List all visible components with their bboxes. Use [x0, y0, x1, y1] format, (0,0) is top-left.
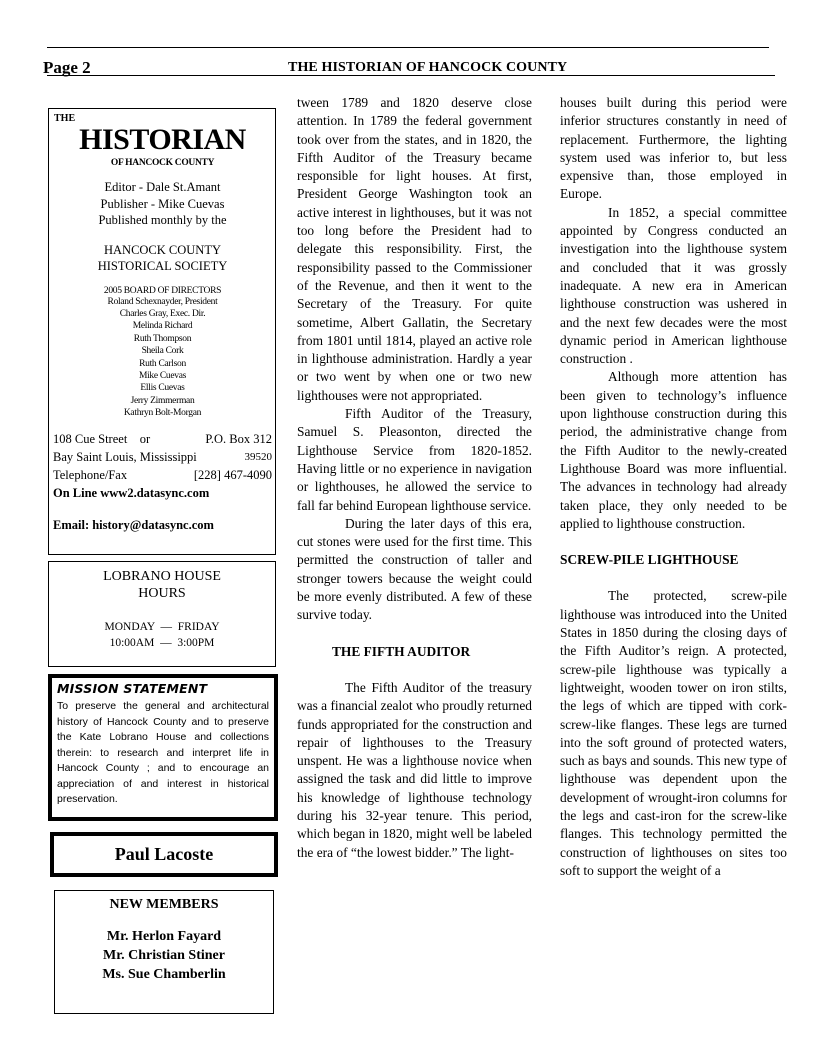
running-head: THE HISTORIAN OF HANCOCK COUNTY: [288, 60, 568, 75]
board-member: Sheila Cork: [141, 346, 184, 357]
mission-title: MISSION STATEMENT: [57, 681, 208, 696]
hours-times: 10:00AM — 3:00PM: [109, 637, 215, 649]
masthead-box: [48, 108, 276, 555]
masthead-credits: [53, 179, 272, 229]
board-list: [53, 296, 272, 420]
section-heading-screw-pile: SCREW-PILE LIGHTHOUSE: [560, 552, 739, 568]
board-member: Kathryn Bolt-Morgan: [123, 408, 202, 419]
city-row: [53, 448, 272, 466]
article-paragraph: The Fifth Auditor of the treasury was a financial zealot who proudly returned funds appropriated for the construction and repair of lighthouses to the Treasury unspent. He was a lighthouse novice when assigned the task and did little to improve his knowledge of lighthouse technology during his 32-year tenure. This period, which began in 1820, might well be labeled the era of “the lowest bidder.” The light-: [297, 679, 532, 860]
hours-title: [49, 568, 275, 602]
masthead-title: HISTORIAN: [79, 123, 246, 156]
board-member: Ruth Thompson: [133, 333, 192, 344]
email-link[interactable]: Email: history@datasync.com: [53, 517, 214, 532]
board-member: Charles Gray, Exec. Dir.: [119, 308, 206, 319]
board-member: Ellis Cuevas: [140, 383, 185, 394]
society-name: [53, 242, 272, 275]
zip: 39520: [244, 450, 272, 463]
member-name: Ms. Sue Chamberlin: [102, 967, 226, 982]
po-box: P.O. Box 312: [205, 431, 272, 446]
masthead-the: THE: [54, 113, 76, 124]
new-members-title: NEW MEMBERS: [109, 897, 219, 912]
hours-days: MONDAY — FRIDAY: [104, 621, 220, 633]
board-member: Ruth Carlson: [139, 358, 186, 369]
mission-text: To preserve the general and architectural history of Hancock County and to preserve the Kate Lobrano House and collections therein: to research and interpret life in Hancock County ; and to encourage an appreciation of and interest in historical preservation.: [57, 700, 269, 805]
contact-block: [53, 430, 272, 502]
address-row: [53, 430, 272, 448]
member-name: Mr. Christian Stiner: [103, 948, 225, 963]
new-members-box: [54, 890, 274, 1014]
hours-title-line: HOURS: [138, 586, 186, 601]
editor-line: Editor - Dale St.Amant: [104, 180, 221, 194]
board-title: 2005 BOARD OF DIRECTORS: [103, 285, 222, 296]
board-member: Jerry Zimmerman: [130, 395, 195, 406]
article-paragraph: In 1852, a special committee appointed by Congress conducted an investigation into the lighthouse system and concluded that it was grossly inadequate. A new era in American lighthouse construction was ushered in and the next few decades were the most dynamic period in American lighthouse construction .: [560, 204, 787, 367]
board-member: Roland Schexnayder, President: [107, 296, 218, 307]
phone-row: [53, 466, 272, 484]
article-paragraph: The protected, screw-pile lighthouse was introduced into the United States in 1850 during the closing days of the Fifth Auditor’s reign. A protected, screw-pile lighthouse was typically a lightweight, wooden tower on iron stilts, the legs of which are tipped with cork-screw-like flanges. These legs are turned into the soft ground of protected waters, such as bays and sounds. This new type of lighthouse was dependent upon the development of wrought-iron columns for the legs and cast-iron for the screw-like flanges. This technology permitted the construction of lighthouses on sites too soft to support the weight of a: [560, 588, 787, 878]
memoriam-box: Paul Lacoste: [50, 832, 278, 877]
article-paragraph: During the later days of this era, cut stones were used for the first time. This permitted the construction of taller and stronger towers because the weight could be more evenly distributed. A few of these survive today.: [297, 515, 532, 623]
publisher-line: Publisher - Mike Cuevas: [100, 196, 225, 211]
article-paragraph: Although more attention has been given to technology’s influence upon lighthouse construction during this period, the administrative change from the Fifth Auditor to the newly-created Lighthouse Board was more influential. The advances in technology had already taken place, they only needed to be applied to lighthouse construction.: [560, 369, 787, 531]
board-member: Mike Cuevas: [138, 370, 187, 381]
phone-label: Telephone/Fax: [53, 467, 128, 482]
article-paragraph: Fifth Auditor of the Treasury, Samuel S. Pleasonton, directed the Lighthouse Service from 1820-1852. Having little or no experience in navigation or lighthouses, he allowed the service to fall far behind European lighthouse service.: [297, 406, 532, 513]
board-member: Melinda Richard: [132, 321, 193, 332]
page-number: Page 2: [43, 58, 91, 77]
article-column-1: [297, 94, 532, 862]
top-rule: [47, 47, 769, 48]
hours-title-line: LOBRANO HOUSE: [103, 569, 221, 584]
section-heading-fifth-auditor: THE FIFTH AUDITOR: [332, 643, 471, 659]
hours-schedule: [49, 619, 275, 651]
article-paragraph: tween 1789 and 1820 deserve close attention. In 1789 the federal government took over from the states, and in 1820, the Fifth Auditor of the Treasury became responsible for light houses. At first, President George Washington took an active interest in lighthouses, but it was not too long before the President had to delegate this responsibility. First, the responsibility passed to the Commissioner of the Revenue, and then it went to the Secretary of the Treasury. For quite sometime, Albert Gallatin, the Secretary from 1801 until 1814, played an active role in lighthouse administration. Hardly a year or two went by when one or two new lighthouses were not appropriated.: [297, 95, 532, 403]
new-members-list: [55, 927, 273, 984]
article-paragraph: houses built during this period were inferior structures constantly in need of replacement. Furthermore, the lighting system used was inferior to, but less expensive than, those employed in Europe.: [560, 95, 787, 202]
city: Bay Saint Louis, Mississippi: [53, 449, 197, 464]
published-by-line: Published monthly by the: [98, 213, 227, 227]
member-name: Mr. Herlon Fayard: [106, 929, 222, 944]
phone-number: [228] 467-4090: [193, 467, 272, 482]
online-link[interactable]: On Line www2.datasync.com: [53, 485, 210, 500]
hours-box: [48, 561, 276, 667]
society-line: HANCOCK COUNTY: [103, 242, 222, 257]
street-address: 108 Cue Street or: [53, 431, 151, 446]
society-line: HISTORICAL SOCIETY: [97, 259, 228, 273]
header-rule: [47, 75, 775, 76]
article-column-2: [560, 94, 787, 880]
mission-box: [48, 674, 278, 821]
masthead-subtitle: OF HANCOCK COUNTY: [110, 158, 215, 168]
